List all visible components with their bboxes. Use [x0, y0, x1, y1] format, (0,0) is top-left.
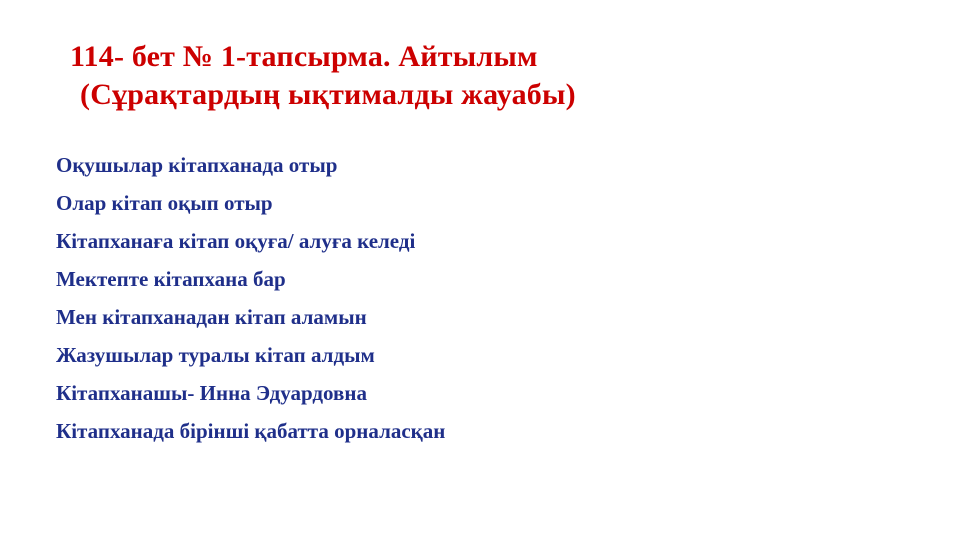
title-line-2: (Сұрақтардың ықтималды жауабы): [80, 78, 576, 111]
body-line-3: Кітапханаға кітап оқуға/ алуға келеді: [56, 229, 416, 253]
slide-title: [56, 38, 916, 114]
body-line-6: Жазушылар туралы кітап алдым: [56, 343, 375, 367]
body-line-4: Мектепте кітапхана бар: [56, 267, 286, 291]
title-line-1: 114- бет № 1-тапсырма. Айтылым: [70, 40, 538, 73]
body-line-5: Мен кітапханадан кітап аламын: [56, 305, 367, 329]
body-line-2: Олар кітап оқып отыр: [56, 191, 273, 215]
body-line-8: Кітапханада бірінші қабатта орналасқан: [56, 419, 446, 443]
body-line-1: Оқушылар кітапханада отыр: [56, 153, 338, 177]
slide-body: [56, 146, 926, 450]
body-line-7: Кітапханашы- Инна Эдуардовна: [56, 381, 367, 405]
